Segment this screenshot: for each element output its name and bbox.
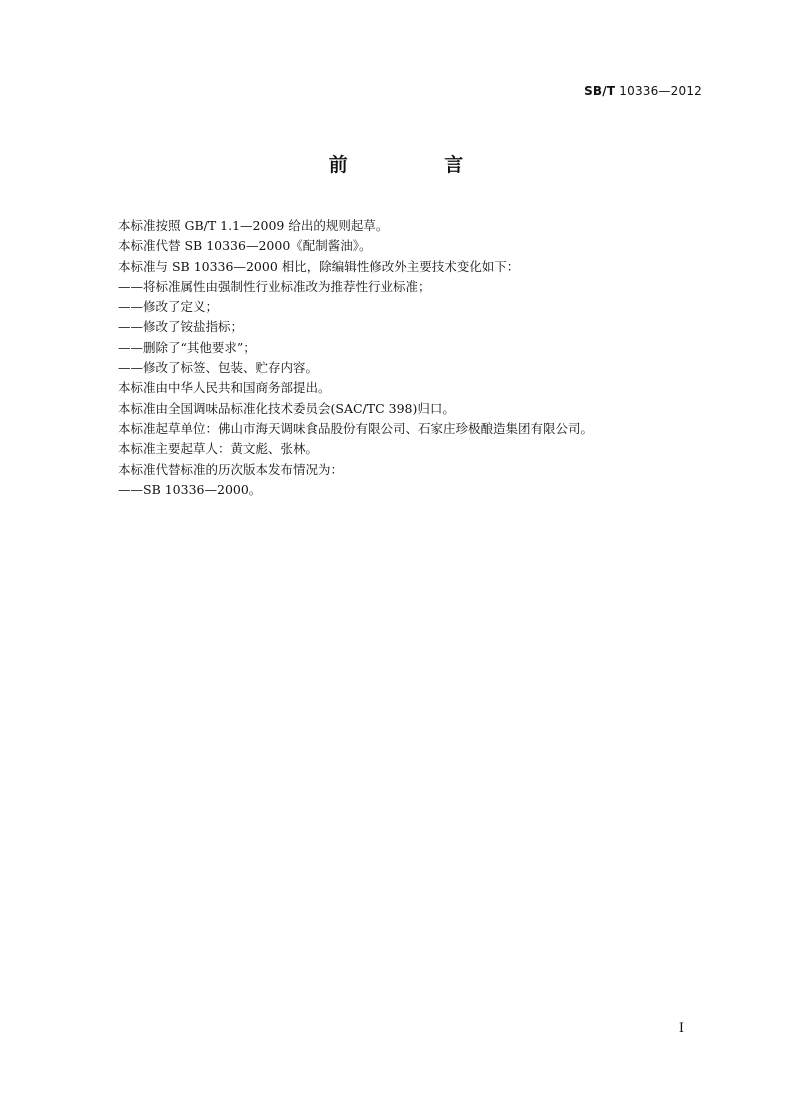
foreword-line: ——删除了“其他要求”； bbox=[118, 339, 256, 355]
foreword-line: 本标准与 SB 10336—2000 相比，除编辑性修改外主要技术变化如下： bbox=[118, 258, 520, 274]
foreword-line: 本标准主要起草人：黄文彪、张林。 bbox=[118, 441, 319, 457]
page-number: I bbox=[678, 1021, 684, 1036]
foreword-line: ——修改了标签、包装、贮存内容。 bbox=[118, 360, 319, 376]
standard-code bbox=[584, 84, 702, 98]
standard-code-number: 10336—2012 bbox=[619, 84, 702, 98]
foreword-line: 本标准代替 SB 10336—2000《配制酱油》。 bbox=[118, 238, 372, 254]
page-title: 前 言 bbox=[328, 154, 509, 176]
foreword-body bbox=[118, 216, 718, 500]
foreword-line: ——修改了铵盐指标； bbox=[118, 319, 244, 335]
foreword-line: 本标准起草单位：佛山市海天调味食品股份有限公司、石家庄珍极酿造集团有限公司。 bbox=[118, 420, 594, 436]
foreword-line: ——将标准属性由强制性行业标准改为推荐性行业标准； bbox=[118, 278, 431, 294]
foreword-line: 本标准由全国调味品标准化技术委员会(SAC/TC 398)归口。 bbox=[118, 400, 455, 416]
standard-code-prefix: SB/T bbox=[584, 84, 616, 98]
foreword-line: 本标准由中华人民共和国商务部提出。 bbox=[118, 380, 331, 396]
foreword-line: 本标准按照 GB/T 1.1—2009 给出的规则起草。 bbox=[118, 218, 389, 233]
foreword-line: ——修改了定义； bbox=[118, 299, 219, 315]
foreword-line: ——SB 10336—2000。 bbox=[118, 481, 262, 497]
foreword-line: 本标准代替标准的历次版本发布情况为： bbox=[118, 461, 344, 477]
